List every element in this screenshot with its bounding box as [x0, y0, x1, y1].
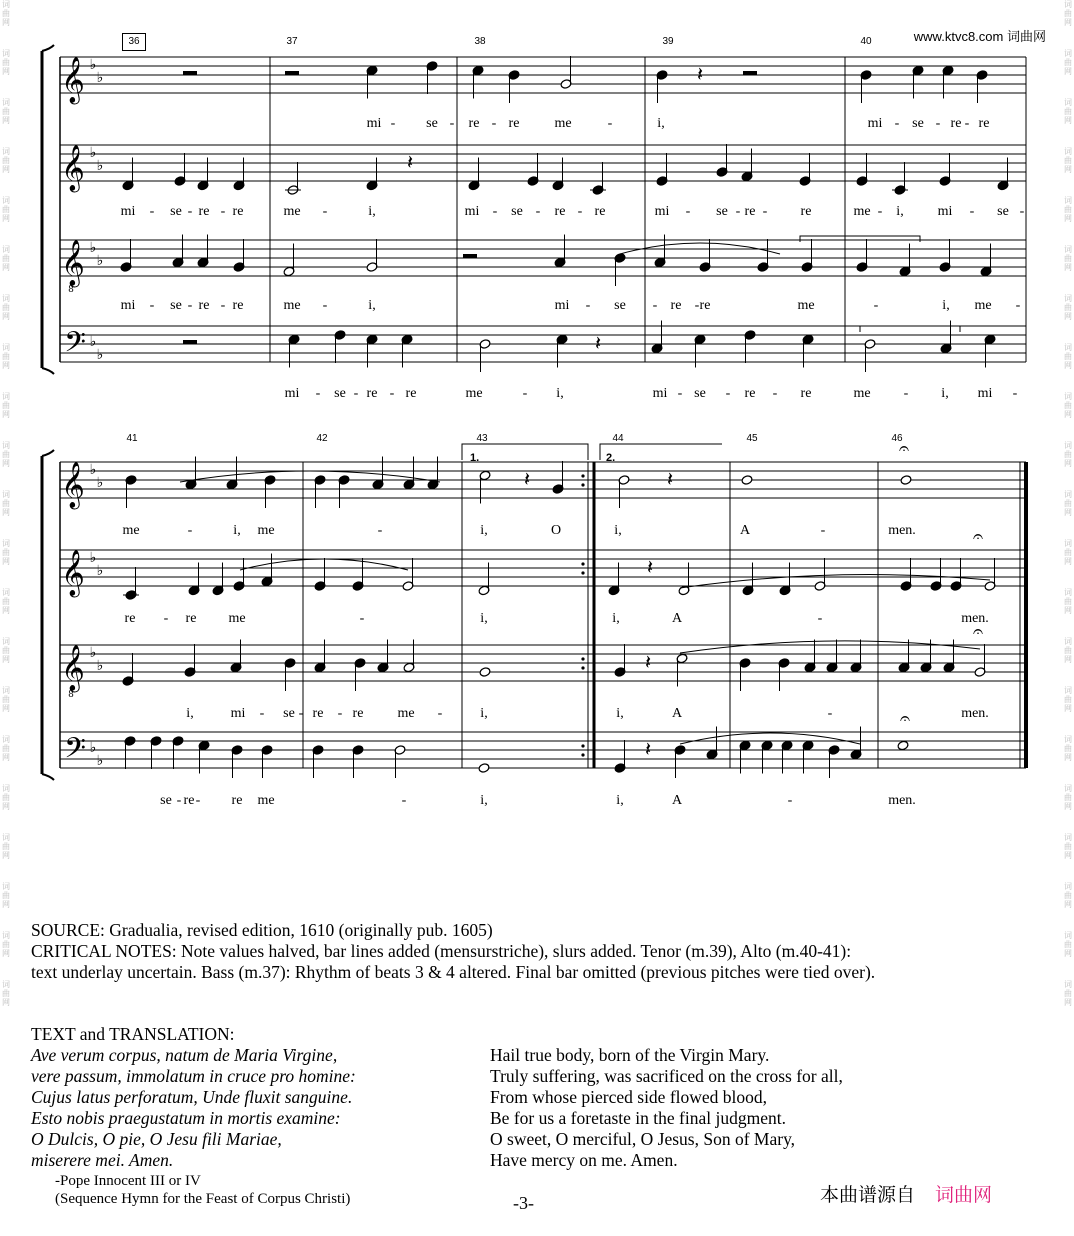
- lyric-syllable: se: [170, 204, 182, 219]
- bass-clef-icon: 𝄢: [64, 732, 86, 772]
- lyric-syllable: re: [198, 204, 210, 219]
- lyric-syllable: -: [492, 204, 498, 219]
- side-watermark-text: 词 曲 网: [2, 196, 10, 223]
- repeat-dot: [581, 666, 584, 669]
- lyric-syllable: -: [873, 298, 879, 313]
- lyric-syllable: re: [232, 204, 244, 219]
- side-watermark-text: 词 曲 网: [2, 882, 10, 909]
- side-watermark-text: 词 曲 网: [2, 588, 10, 615]
- lyric-syllable: -: [149, 298, 155, 313]
- bracket-hook: [42, 450, 54, 456]
- side-watermark-text: 词 曲 网: [2, 637, 10, 664]
- watermark-url: www.ktvc8.com: [913, 29, 1004, 44]
- lyric-syllable: re: [554, 204, 566, 219]
- lyric-syllable: -: [220, 204, 226, 219]
- lyric-syllable: mi: [867, 116, 883, 131]
- fermata-icon: 𝄐: [899, 708, 911, 729]
- lyric-syllable: men.: [888, 523, 916, 538]
- latin-text: [31, 1045, 356, 1171]
- side-watermark-text: 词 曲 网: [1064, 588, 1072, 615]
- lyric-syllable: me: [853, 204, 871, 219]
- lyric-syllable: i,: [186, 706, 194, 721]
- lyric-syllable: re: [183, 793, 195, 808]
- lyric-syllable: re: [185, 611, 197, 626]
- lyric-syllable: se: [283, 706, 295, 721]
- quarter-rest: 𝄽: [594, 331, 602, 355]
- flat-icon: ♭: [89, 740, 97, 756]
- lyric-syllable: A: [671, 706, 683, 721]
- side-watermark-text: 词 曲 网: [1064, 833, 1072, 860]
- lyric-syllable: mi: [120, 204, 136, 219]
- lyric-syllable: me: [283, 204, 301, 219]
- quarter-rest: 𝄽: [644, 737, 652, 761]
- lyric-syllable: i,: [480, 793, 488, 808]
- bracket-hook: [42, 368, 54, 374]
- flat-icon: ♭: [89, 550, 97, 566]
- lyric-syllable: i,: [941, 386, 949, 401]
- lyric-syllable: re: [594, 204, 606, 219]
- side-watermark-text: 词 曲 网: [1064, 98, 1072, 125]
- measure-number: 39: [662, 36, 674, 47]
- side-watermark-text: 词 曲 网: [2, 49, 10, 76]
- repeat-dot: [581, 483, 584, 486]
- repeat-dot: [581, 744, 584, 747]
- lyric-syllable: -: [220, 298, 226, 313]
- lyric-syllable: re: [124, 611, 136, 626]
- lyric-syllable: -: [389, 386, 395, 401]
- latin-line: Esto nobis praegustatum in mortis examine:: [31, 1108, 341, 1128]
- lyric-syllable: mi: [230, 706, 246, 721]
- lyric-syllable: -: [964, 116, 970, 131]
- lyric-syllable: me: [283, 298, 301, 313]
- lyric-syllable: re: [744, 386, 756, 401]
- side-watermark-text: 词 曲 网: [2, 931, 10, 958]
- lyric-syllable: me: [465, 386, 483, 401]
- attribution-source: (Sequence Hymn for the Feast of Corpus Christi): [55, 1191, 351, 1207]
- side-watermark-text: 词 曲 网: [2, 147, 10, 174]
- treble-clef-icon: 𝄞: [61, 145, 85, 191]
- source-site: 词曲网: [935, 1184, 993, 1206]
- side-watermark-text: 词 曲 网: [2, 0, 10, 27]
- lyric-syllable: i,: [942, 298, 950, 313]
- flat-icon: ♭: [89, 57, 97, 73]
- lyric-syllable: i,: [616, 706, 624, 721]
- lyric-syllable: -: [685, 204, 691, 219]
- side-watermark-text: 词 曲 网: [2, 343, 10, 370]
- lyric-syllable: me: [257, 793, 275, 808]
- lyric-syllable: me: [974, 298, 992, 313]
- lyric-syllable: se: [160, 793, 172, 808]
- flat-icon: ♭: [96, 658, 104, 674]
- side-watermark-text: 词 曲 网: [1064, 343, 1072, 370]
- text-heading: TEXT and TRANSLATION:: [31, 1024, 235, 1044]
- side-watermark-text: 词 曲 网: [1064, 441, 1072, 468]
- lyric-syllable: se: [997, 204, 1009, 219]
- side-watermark-text: 词 曲 网: [1064, 49, 1072, 76]
- bracket-hook: [42, 45, 54, 51]
- slur: [680, 641, 980, 653]
- octave-mark: 8: [68, 690, 74, 700]
- source-prefix: 本曲谱源自: [820, 1184, 916, 1206]
- flat-icon: ♭: [96, 347, 104, 363]
- note-head: [897, 740, 909, 751]
- lyric-syllable: re: [508, 116, 520, 131]
- english-line: From whose pierced side flowed blood,: [490, 1087, 768, 1107]
- lyric-syllable: -: [195, 793, 201, 808]
- side-watermark-text: 词 曲 网: [1064, 294, 1072, 321]
- side-watermark-text: 词 曲 网: [2, 539, 10, 566]
- lyric-syllable: -: [337, 706, 343, 721]
- lyric-syllable: -: [176, 793, 182, 808]
- lyric-syllable: se: [614, 298, 626, 313]
- watermark-name: 词曲网: [1006, 29, 1046, 44]
- lyric-syllable: mi: [554, 298, 570, 313]
- lyric-syllable: -: [449, 116, 455, 131]
- lyric-syllable: -: [735, 204, 741, 219]
- quarter-rest: 𝄽: [696, 62, 704, 86]
- flat-icon: ♭: [89, 462, 97, 478]
- repeat-dot: [581, 562, 584, 565]
- lyric-syllable: re: [232, 298, 244, 313]
- repeat-dot: [581, 474, 584, 477]
- flat-icon: ♭: [96, 70, 104, 86]
- flat-icon: ♭: [96, 563, 104, 579]
- side-watermark-text: 词 曲 网: [1064, 735, 1072, 762]
- measure-number: 41: [126, 433, 138, 444]
- lyric-syllable: se: [511, 204, 523, 219]
- treble-clef-icon: 𝄞: [61, 240, 85, 286]
- lyric-syllable: -: [585, 298, 591, 313]
- lyric-syllable: O: [550, 523, 562, 538]
- volta-1-label: 1.: [470, 452, 480, 464]
- lyric-syllable: se: [334, 386, 346, 401]
- lyric-syllable: re: [800, 204, 812, 219]
- lyric-syllable: me: [397, 706, 415, 721]
- treble-clef-icon: 𝄞: [61, 57, 85, 103]
- flat-icon: ♭: [89, 334, 97, 350]
- flat-icon: ♭: [96, 253, 104, 269]
- critical-notes-line-1: CRITICAL NOTES: Note values halved, bar lines added (mensurstriche), slurs added. Tenor (m.39), Alto (m.40-41):: [31, 941, 852, 961]
- lyric-syllable: me: [228, 611, 246, 626]
- lyric-syllable: se: [694, 386, 706, 401]
- rehearsal-box: 36: [122, 33, 146, 51]
- lyric-syllable: -: [725, 386, 731, 401]
- lyric-syllable: i,: [612, 611, 620, 626]
- lyric-syllable: re: [468, 116, 480, 131]
- lyric-syllable: se: [170, 298, 182, 313]
- lyric-syllable: i,: [614, 523, 622, 538]
- lyric-syllable: -: [894, 116, 900, 131]
- lyric-syllable: -: [1012, 386, 1018, 401]
- lyric-syllable: re: [312, 706, 324, 721]
- lyric-syllable: se: [912, 116, 924, 131]
- fermata-icon: 𝄐: [972, 621, 984, 642]
- lyric-syllable: mi: [366, 116, 382, 131]
- lyric-syllable: -: [322, 298, 328, 313]
- rest: [463, 254, 477, 258]
- lyric-syllable: i,: [657, 116, 665, 131]
- repeat-dot: [581, 753, 584, 756]
- rest: [285, 71, 299, 75]
- english-translation: [490, 1045, 843, 1171]
- critical-notes-line-2: text underlay uncertain. Bass (m.37): Rhythm of beats 3 & 4 altered. Final bar omitted (previous pitches were tied over).: [31, 962, 876, 982]
- lyric-syllable: -: [522, 386, 528, 401]
- latin-line: vere passum, immolatum in cruce pro homine:: [31, 1066, 356, 1086]
- page-number: -3-: [513, 1193, 534, 1213]
- note-head: [479, 667, 491, 678]
- flat-icon: ♭: [96, 753, 104, 769]
- side-watermark-text: 词 曲 网: [2, 833, 10, 860]
- side-watermark-text: 词 曲 网: [2, 245, 10, 272]
- lyric-syllable: -: [1015, 298, 1021, 313]
- note-head: [478, 763, 490, 774]
- fermata-icon: 𝄐: [898, 438, 910, 459]
- lyric-syllable: men.: [888, 793, 916, 808]
- lyric-syllable: -: [187, 204, 193, 219]
- lyric-syllable: men.: [961, 611, 989, 626]
- source-mark: [820, 1180, 992, 1207]
- lyric-syllable: -: [187, 523, 193, 538]
- measure-number: 44: [612, 433, 624, 444]
- lyric-syllable: -: [315, 386, 321, 401]
- english-line: Be for us a foretaste in the final judgment.: [490, 1108, 786, 1128]
- lyric-syllable: -: [491, 116, 497, 131]
- english-line: O sweet, O merciful, O Jesus, Son of Mary,: [490, 1129, 796, 1149]
- note-head: [900, 475, 912, 486]
- side-watermark-text: 词 曲 网: [2, 735, 10, 762]
- lyric-syllable: re: [366, 386, 378, 401]
- lyric-syllable: -: [969, 204, 975, 219]
- lyric-syllable: re: [405, 386, 417, 401]
- lyric-syllable: -: [694, 298, 700, 313]
- lyric-syllable: re: [744, 204, 756, 219]
- measure-number: 37: [286, 36, 298, 47]
- octave-mark: 8: [68, 285, 74, 295]
- quarter-rest: 𝄽: [644, 650, 652, 674]
- treble-clef-icon: 𝄞: [61, 550, 85, 596]
- lyric-syllable: re: [699, 298, 711, 313]
- measure-number: 46: [891, 433, 903, 444]
- lyric-syllable: -: [772, 386, 778, 401]
- quarter-rest: 𝄽: [523, 467, 531, 491]
- source-line: SOURCE: Gradualia, revised edition, 1610 (originally pub. 1605): [31, 920, 493, 940]
- lyric-syllable: me: [554, 116, 572, 131]
- lyric-syllable: me: [257, 523, 275, 538]
- lyric-syllable: se: [426, 116, 438, 131]
- side-watermark-text: 词 曲 网: [1064, 980, 1072, 1007]
- lyric-syllable: -: [163, 611, 169, 626]
- lyric-syllable: -: [259, 706, 265, 721]
- lyric-syllable: me: [797, 298, 815, 313]
- latin-line: miserere mei. Amen.: [31, 1150, 174, 1170]
- lyric-syllable: -: [817, 611, 823, 626]
- lyric-syllable: re: [950, 116, 962, 131]
- volta-2-label: 2.: [606, 452, 616, 464]
- latin-line: Cujus latus perforatum, Unde fluxit sanguine.: [31, 1087, 353, 1107]
- lyric-syllable: A: [739, 523, 751, 538]
- side-watermark-text: 词 曲 网: [1064, 0, 1072, 27]
- side-watermark-text: 词 曲 网: [1064, 392, 1072, 419]
- lyric-syllable: A: [671, 793, 683, 808]
- side-watermark-text: 词 曲 网: [2, 980, 10, 1007]
- side-watermark-text: 词 曲 网: [2, 784, 10, 811]
- measure-number: 38: [474, 36, 486, 47]
- quarter-rest: 𝄽: [646, 555, 654, 579]
- lyric-syllable: -: [187, 298, 193, 313]
- lyric-syllable: -: [149, 204, 155, 219]
- ligature-bracket: [800, 236, 920, 242]
- lyric-syllable: -: [677, 386, 683, 401]
- lyric-syllable: A: [671, 611, 683, 626]
- repeat-dot: [581, 657, 584, 660]
- lyric-syllable: -: [359, 611, 365, 626]
- side-watermark-text: 词 曲 网: [1064, 686, 1072, 713]
- measure-number: 40: [860, 36, 872, 47]
- lyric-syllable: mi: [977, 386, 993, 401]
- rest: [743, 71, 757, 75]
- lyric-syllable: re: [198, 298, 210, 313]
- fermata-icon: 𝄐: [972, 526, 984, 547]
- lyric-syllable: re: [978, 116, 990, 131]
- source-notes: [31, 920, 1061, 983]
- side-watermark-text: 词 曲 网: [1064, 637, 1072, 664]
- lyric-syllable: mi: [654, 204, 670, 219]
- lyric-syllable: i,: [480, 611, 488, 626]
- lyric-syllable: -: [390, 116, 396, 131]
- attribution: [55, 1172, 350, 1208]
- lyric-syllable: -: [820, 523, 826, 538]
- lyric-syllable: -: [903, 386, 909, 401]
- lyric-syllable: mi: [652, 386, 668, 401]
- bass-clef-icon: 𝄢: [64, 326, 86, 366]
- lyric-syllable: i,: [896, 204, 904, 219]
- side-watermark-text: 词 曲 网: [1064, 245, 1072, 272]
- treble-clef-icon: 𝄞: [61, 645, 85, 691]
- lyric-syllable: -: [535, 204, 541, 219]
- flat-icon: ♭: [96, 475, 104, 491]
- note-head: [741, 475, 753, 486]
- side-watermark-text: 词 曲 网: [2, 441, 10, 468]
- ligature-bracket: [860, 326, 960, 332]
- lyric-syllable: -: [298, 706, 304, 721]
- lyric-syllable: re: [670, 298, 682, 313]
- rest: [183, 71, 197, 75]
- side-watermark-text: 词 曲 网: [1064, 882, 1072, 909]
- lyric-syllable: -: [322, 204, 328, 219]
- lyric-syllable: re: [800, 386, 812, 401]
- lyric-syllable: re: [352, 706, 364, 721]
- side-watermark-text: 词 曲 网: [1064, 196, 1072, 223]
- lyric-syllable: -: [377, 523, 383, 538]
- lyric-syllable: -: [877, 204, 883, 219]
- lyric-syllable: -: [787, 793, 793, 808]
- lyric-syllable: -: [437, 706, 443, 721]
- lyric-syllable: me: [122, 523, 140, 538]
- lyric-syllable: i,: [480, 523, 488, 538]
- lyric-syllable: -: [652, 298, 658, 313]
- attribution-author: -Pope Innocent III or IV: [55, 1173, 201, 1189]
- repeat-dot: [581, 571, 584, 574]
- lyric-syllable: -: [935, 116, 941, 131]
- lyric-syllable: i,: [368, 298, 376, 313]
- lyric-syllable: men.: [961, 706, 989, 721]
- lyric-syllable: se: [716, 204, 728, 219]
- side-watermark-text: 词 曲 网: [2, 98, 10, 125]
- side-watermark-text: 词 曲 网: [2, 392, 10, 419]
- volta-2-bracket: [600, 444, 722, 460]
- rest: [183, 340, 197, 344]
- quarter-rest: 𝄽: [666, 467, 674, 491]
- lyric-syllable: -: [1019, 204, 1025, 219]
- lyric-syllable: mi: [937, 204, 953, 219]
- lyric-syllable: -: [607, 116, 613, 131]
- lyric-syllable: mi: [120, 298, 136, 313]
- treble-clef-icon: 𝄞: [61, 462, 85, 508]
- english-line: Truly suffering, was sacrificed on the cross for all,: [490, 1066, 843, 1086]
- volta-1-bracket: [462, 444, 588, 460]
- latin-line: O Dulcis, O pie, O Jesu fili Mariae,: [31, 1129, 282, 1149]
- lyric-syllable: me: [853, 386, 871, 401]
- measure-number: 45: [746, 433, 758, 444]
- lyric-syllable: re: [231, 793, 243, 808]
- lyric-syllable: i,: [480, 706, 488, 721]
- measure-number: 43: [476, 433, 488, 444]
- side-watermark-text: 词 曲 网: [1064, 539, 1072, 566]
- lyric-syllable: -: [762, 204, 768, 219]
- flat-icon: ♭: [89, 645, 97, 661]
- english-line: Have mercy on me. Amen.: [490, 1150, 678, 1170]
- lyric-syllable: mi: [464, 204, 480, 219]
- latin-line: Ave verum corpus, natum de Maria Virgine,: [31, 1045, 338, 1065]
- side-watermark-text: 词 曲 网: [2, 686, 10, 713]
- lyric-syllable: -: [401, 793, 407, 808]
- lyric-syllable: -: [353, 386, 359, 401]
- lyric-syllable: i,: [556, 386, 564, 401]
- side-watermark-text: 词 曲 网: [2, 490, 10, 517]
- lyric-syllable: mi: [284, 386, 300, 401]
- lyric-syllable: i,: [368, 204, 376, 219]
- lyric-syllable: -: [827, 706, 833, 721]
- side-watermark-text: 词 曲 网: [1064, 147, 1072, 174]
- flat-icon: ♭: [89, 145, 97, 161]
- side-watermark-text: 词 曲 网: [1064, 490, 1072, 517]
- side-watermark-text: 词 曲 网: [1064, 784, 1072, 811]
- lyric-syllable: -: [577, 204, 583, 219]
- flat-icon: ♭: [89, 240, 97, 256]
- side-watermark-text: 词 曲 网: [2, 294, 10, 321]
- flat-icon: ♭: [96, 158, 104, 174]
- bracket-hook: [42, 774, 54, 780]
- lyric-syllable: i,: [616, 793, 624, 808]
- quarter-rest: 𝄽: [406, 150, 414, 174]
- english-line: Hail true body, born of the Virgin Mary.: [490, 1045, 770, 1065]
- measure-number: 42: [316, 433, 328, 444]
- side-watermark-text: 词 曲 网: [1064, 931, 1072, 958]
- lyric-syllable: i,: [233, 523, 241, 538]
